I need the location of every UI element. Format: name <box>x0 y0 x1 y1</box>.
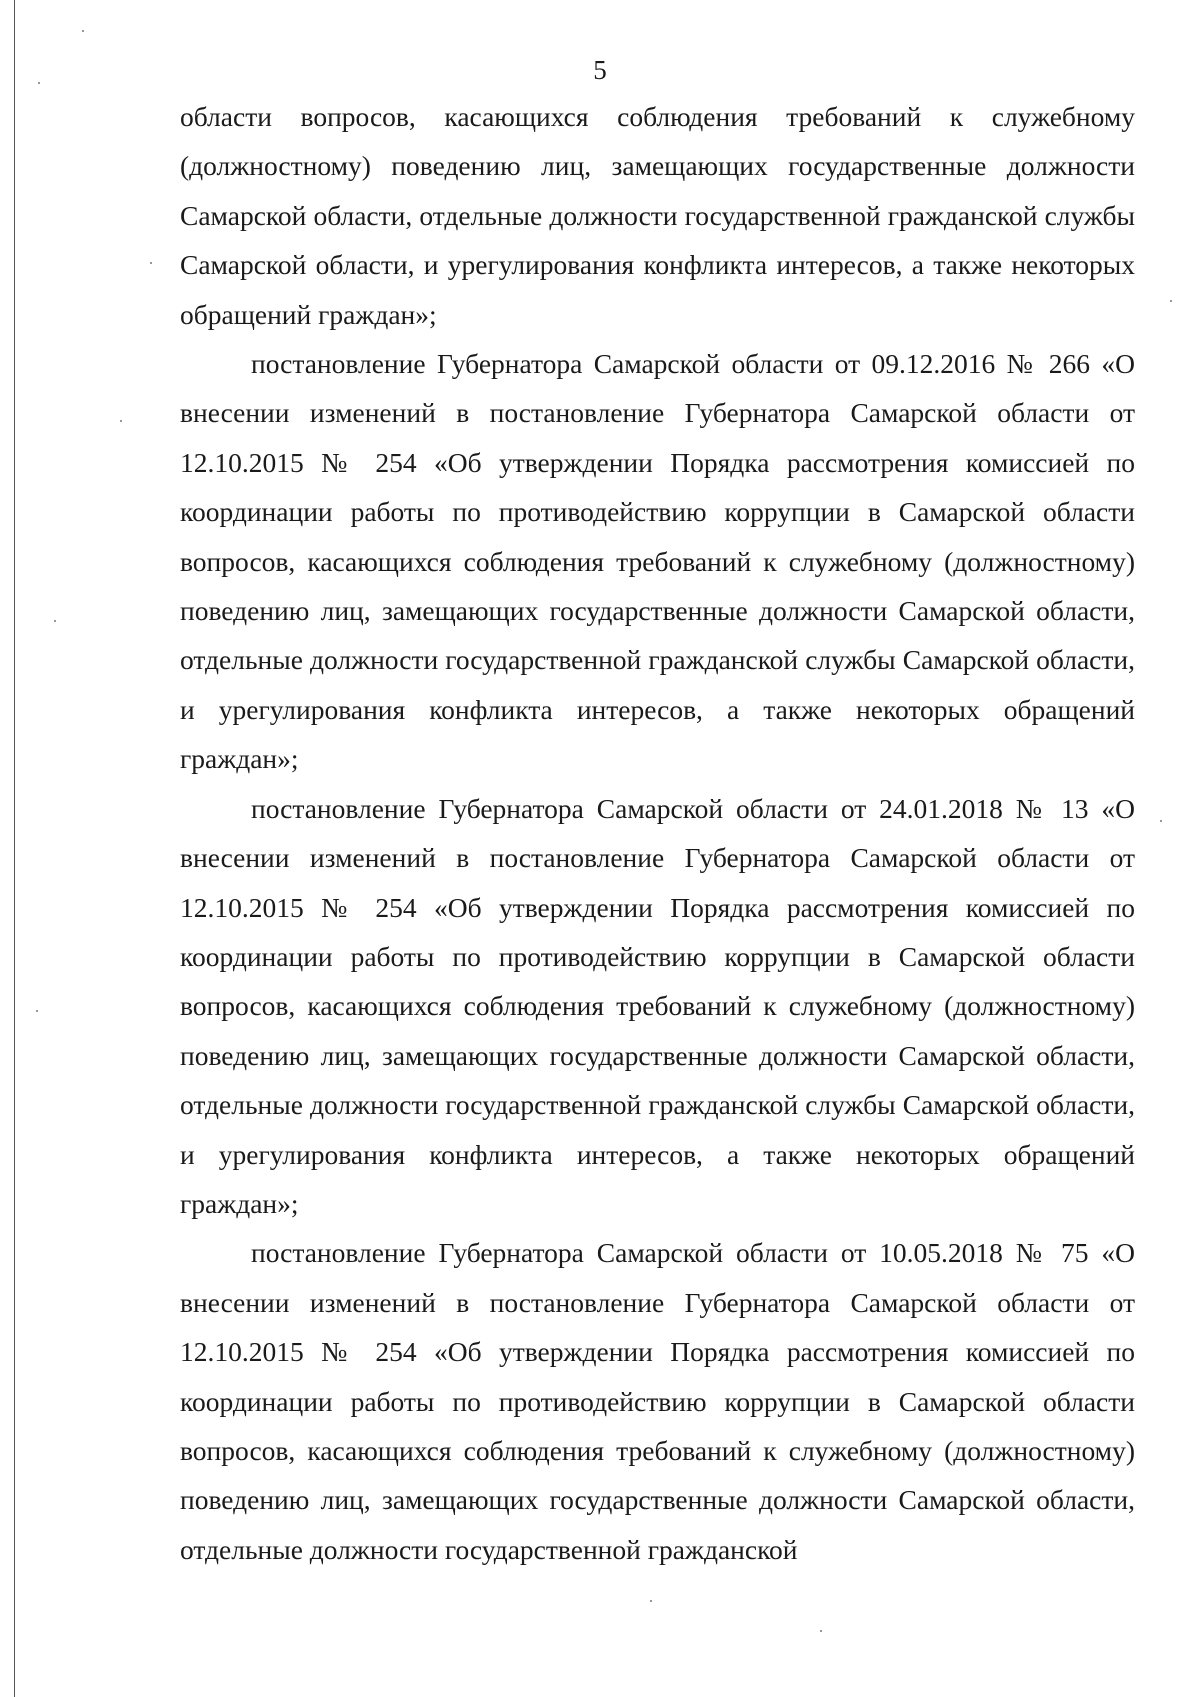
document-body <box>180 92 1135 1574</box>
scan-speck <box>1170 300 1172 302</box>
scan-speck <box>1160 820 1162 822</box>
scan-speck <box>36 1010 38 1012</box>
scan-speck <box>54 620 56 622</box>
scan-speck <box>820 1630 822 1632</box>
paragraph-resolution-2018-75: постановление Губернатора Самарской области от 10.05.2018 № 75 «О внесении изменений в постановление Губернатора Самарской области от 12.10.2015 № 254 «Об утверждении Порядка рассмотрения комиссией по координации работы по противодействию коррупции в Самарской области вопросов, касающихся соблюдения требований к служебному (должностному) поведению лиц, замещающих государственные должности Самарской области, отдельные должности государственной гражданской <box>180 1237 1135 1565</box>
page-number: 5 <box>593 55 607 85</box>
paragraph-continuation: области вопросов, касающихся соблюдения требований к служебному (должностному) поведению лиц, замещающих государственные должности Самарской области, отдельные должности государственной гражданской службы Самарской области, и урегулирования конфликта интересов, а также некоторых обращений граждан»; <box>180 101 1135 330</box>
scan-speck <box>120 420 122 422</box>
scan-speck <box>82 30 84 32</box>
paragraph-resolution-2016-266: постановление Губернатора Самарской области от 09.12.2016 № 266 «О внесении изменений в постановление Губернатора Самарской области от 12.10.2015 № 254 «Об утверждении Порядка рассмотрения комиссией по координации работы по противодействию коррупции в Самарской области вопросов, касающихся соблюдения требований к служебному (должностному) поведению лиц, замещающих государственные должности Самарской области, отдельные должности государственной гражданской службы Самарской области, и урегулирования конфликта интересов, а также некоторых обращений граждан»; <box>180 348 1135 775</box>
scan-speck <box>650 1600 652 1602</box>
scan-speck <box>150 262 152 264</box>
scan-left-border <box>14 0 15 1697</box>
paragraph-resolution-2018-13: постановление Губернатора Самарской области от 24.01.2018 № 13 «О внесении изменений в постановление Губернатора Самарской области от 12.10.2015 № 254 «Об утверждении Порядка рассмотрения комиссией по координации работы по противодействию коррупции в Самарской области вопросов, касающихся соблюдения требований к служебному (должностному) поведению лиц, замещающих государственные должности Самарской области, отдельные должности государственной гражданской службы Самарской области, и урегулирования конфликта интересов, а также некоторых обращений граждан»; <box>180 792 1135 1219</box>
